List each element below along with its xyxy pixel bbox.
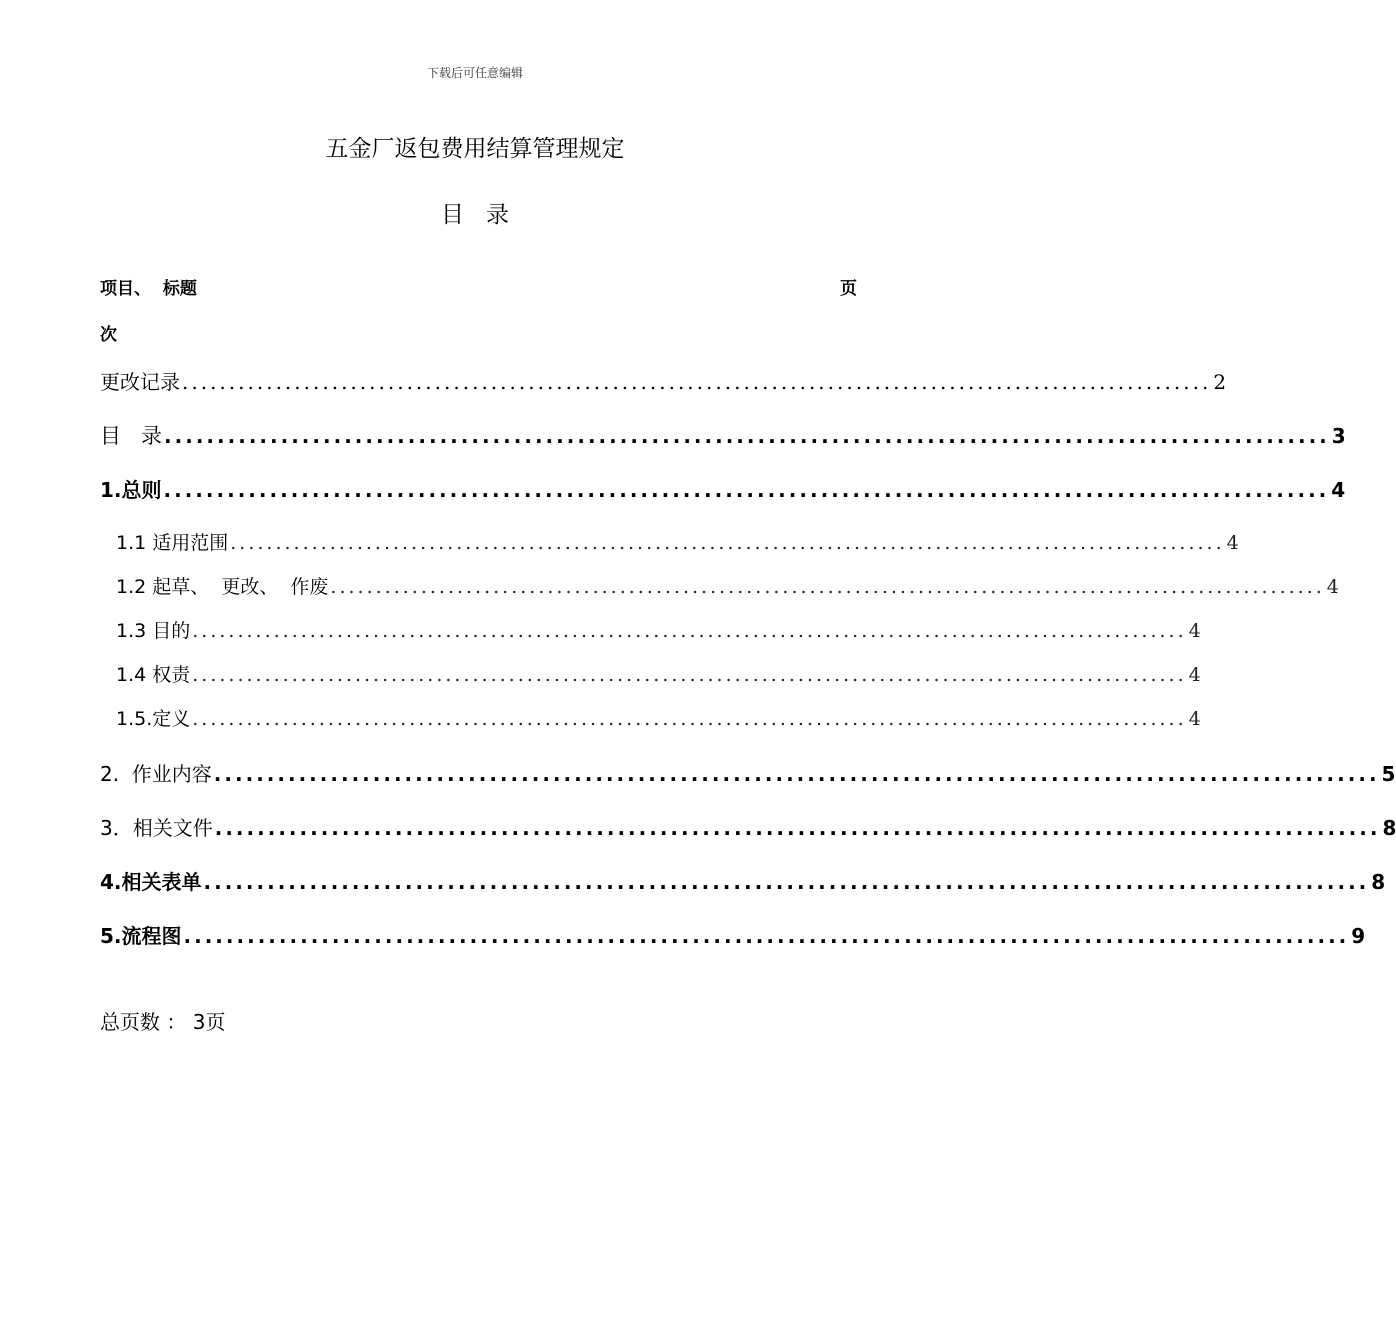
toc-column-title: 项目、 标题 — [100, 279, 197, 299]
toc-entry-change-log[interactable] — [100, 366, 1227, 395]
toc-entry-title: 1.2 起草、 更改、 作废 — [116, 576, 329, 598]
toc-entry-page: 4 — [1188, 620, 1201, 642]
total-page-count: 总页数 ： 3页 — [100, 1010, 226, 1034]
toc-heading: 目录 — [441, 202, 531, 228]
toc-leader-dots: .............................................................................................................. — [182, 370, 1212, 394]
toc-column-page-cont: 次 — [100, 325, 117, 345]
toc-entry-title: 2. 作业内容 — [100, 762, 212, 786]
toc-entry-title: 1.总则 — [100, 478, 162, 502]
toc-leader-dots: .............................................................................................................. — [213, 762, 1380, 786]
toc-entry-title: 1.5.定义 — [116, 708, 191, 730]
toc-entry-related-docs[interactable] — [100, 812, 1396, 841]
toc-entry-related-forms[interactable] — [100, 866, 1386, 895]
toc-entry-page: 9 — [1351, 924, 1366, 948]
toc-entry-title: 1.4 权责 — [116, 664, 191, 686]
toc-entry-page: 4 — [1188, 664, 1201, 686]
toc-entry-page: 8 — [1382, 816, 1396, 840]
toc-leader-dots: .............................................................................................................. — [183, 924, 1350, 948]
toc-column-page: 页 — [840, 279, 857, 299]
document-title: 五金厂返包费用结算管理规定 — [325, 136, 625, 162]
toc-entry-title: 4.相关表单 — [100, 870, 202, 894]
toc-entry-general[interactable] — [100, 474, 1346, 503]
toc-entry-page: 3 — [1331, 424, 1346, 448]
toc-entry-page: 2 — [1213, 370, 1227, 394]
toc-leader-dots: .............................................................................................................. — [192, 664, 1187, 686]
toc-entry-title: 更改记录 — [100, 370, 180, 394]
toc-entry-work-content[interactable] — [100, 758, 1396, 787]
toc-entry-definition[interactable] — [116, 704, 1201, 731]
toc-entry-page: 4 — [1226, 532, 1239, 554]
toc-entry-responsibility[interactable] — [116, 660, 1201, 687]
toc-entry-title: 1.3 目的 — [116, 620, 191, 642]
toc-leader-dots: .............................................................................................................. — [163, 478, 1330, 502]
toc-entry-scope[interactable] — [116, 528, 1239, 555]
toc-entry-drafting[interactable] — [116, 572, 1339, 599]
toc-entry-title: 5.流程图 — [100, 924, 182, 948]
toc-leader-dots: .............................................................................................................. — [203, 870, 1370, 894]
download-watermark: 下载后可任意编辑 — [426, 66, 523, 80]
toc-entry-title: 1.1 适用范围 — [116, 532, 229, 554]
toc-entry-page: 4 — [1326, 576, 1339, 598]
toc-entry-page: 4 — [1188, 708, 1201, 730]
toc-leader-dots: .............................................................................................................. — [330, 576, 1325, 598]
toc-leader-dots: .............................................................................................................. — [214, 816, 1381, 840]
toc-entry-flowchart[interactable] — [100, 920, 1366, 949]
toc-entry-page: 8 — [1371, 870, 1386, 894]
toc-leader-dots: .............................................................................................................. — [230, 532, 1225, 554]
toc-leader-dots: .............................................................................................................. — [192, 620, 1187, 642]
toc-leader-dots: .............................................................................................................. — [164, 424, 1330, 448]
toc-entry-contents[interactable] — [100, 420, 1346, 450]
toc-entry-title: 3．相关文件 — [100, 816, 213, 840]
toc-entry-page: 4 — [1331, 478, 1346, 502]
toc-entry-purpose[interactable] — [116, 616, 1201, 643]
toc-leader-dots: .............................................................................................................. — [192, 708, 1187, 730]
toc-entry-title: 目 录 — [100, 424, 163, 448]
toc-entry-page: 5 — [1381, 762, 1396, 786]
